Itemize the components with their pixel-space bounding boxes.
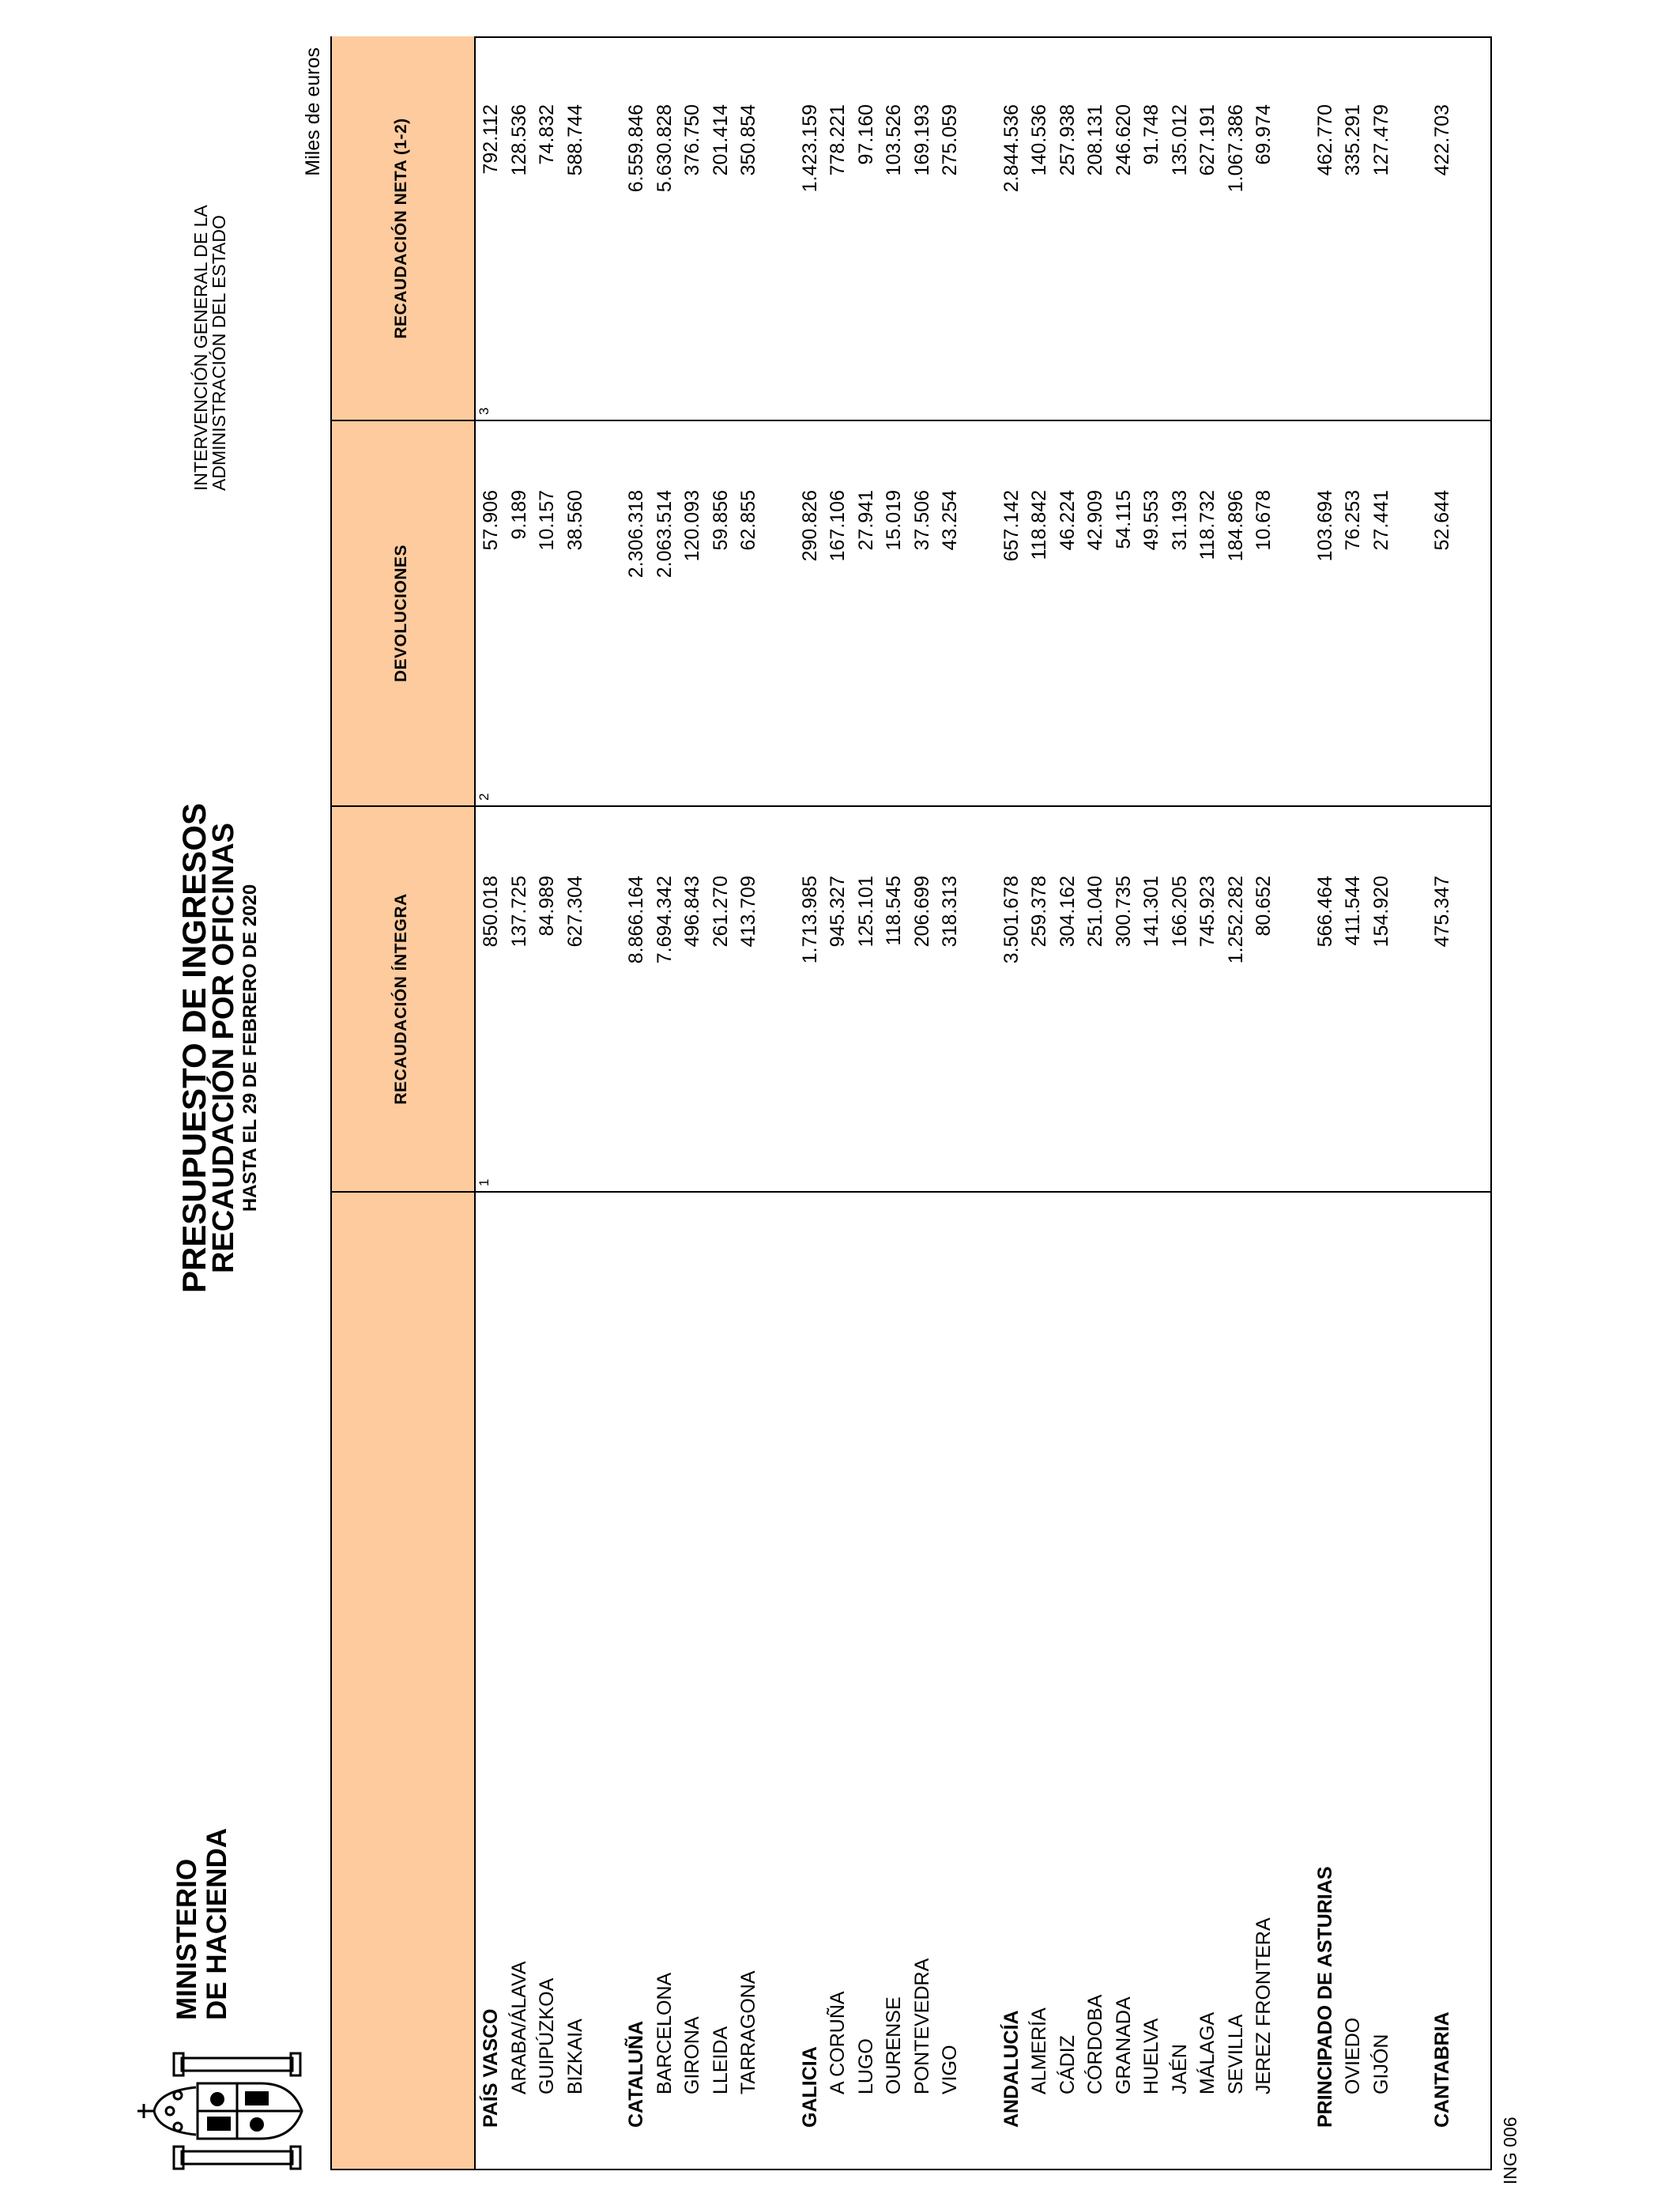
form-code: ING 006 [1500,2117,1520,2185]
table-row [1342,38,1370,2169]
row-name: LLEIDA [709,2026,732,2094]
net-value: 257.938 [1056,104,1079,176]
row-name: VIGO [939,2045,961,2094]
net-value: 91.748 [1140,104,1162,165]
net-value: 5.630.828 [653,104,676,193]
gross-value: 745.923 [1196,876,1219,948]
refunds-value: 184.896 [1224,490,1247,562]
gross-value: 300.735 [1112,876,1135,948]
row-name: MÁLAGA [1196,2011,1219,2094]
net-value: 169.193 [910,104,933,176]
row-name: PRINCIPADO DE ASTURIAS [1313,1866,1336,2128]
row-name: CATALUÑA [625,2020,647,2128]
gross-value: 251.040 [1084,876,1106,948]
net-value: 74.832 [536,104,558,165]
ministry-line-2: DE HACIENDA [202,1827,232,2020]
column-header-refunds: DEVOLUCIONES [392,544,410,683]
ministry-name [172,1828,232,2020]
revenue-table [330,36,1492,2170]
refunds-value: 49.553 [1140,490,1162,551]
net-value: 778.221 [827,104,849,176]
gross-value: 475.347 [1431,876,1453,948]
refunds-value: 9.189 [507,490,530,540]
refunds-value: 38.560 [563,490,586,551]
table-row [1196,38,1225,2169]
refunds-value: 290.826 [798,490,821,562]
gross-value: 566.464 [1313,876,1336,948]
table-row [1169,38,1197,2169]
row-name: GIJÓN [1369,2034,1392,2094]
net-value: 1.067.386 [1224,104,1247,193]
gross-value: 7.694.342 [653,876,676,964]
report-title: PRESUPUESTO DE INGRESOS [175,802,213,1294]
gross-value: 259.378 [1028,876,1050,948]
net-value: 97.160 [854,104,877,165]
table-row [536,38,564,2169]
net-value: 69.974 [1252,104,1275,165]
refunds-value: 118.732 [1196,490,1219,560]
table-row [710,38,738,2169]
refunds-value: 27.941 [854,490,877,551]
refunds-value: 46.224 [1056,490,1079,551]
gross-value: 8.866.164 [625,876,647,964]
table-body [480,38,1460,2169]
row-name: PAÍS VASCO [480,2008,502,2128]
ministry-line-1: MINISTERIO [171,1858,202,2020]
table-row [681,38,710,2169]
table-row [654,38,682,2169]
row-name: GIRONA [681,2016,703,2094]
row-name: GUIPÚZKOA [536,1977,558,2094]
refunds-value: 657.142 [1000,490,1023,562]
gross-value: 411.544 [1342,876,1364,946]
units-label: Miles de euros [302,47,324,176]
table-row [939,38,967,2169]
row-name: SEVILLA [1224,2014,1247,2094]
gross-value: 945.327 [827,876,849,948]
net-value: 208.131 [1084,104,1106,176]
row-spacer [1281,38,1314,2169]
net-value: 335.291 [1342,104,1364,176]
gross-value: 84.989 [536,876,558,937]
table-row [1225,38,1253,2169]
report-subtitle: RECAUDACIÓN POR OFICINAS [207,822,240,1274]
gross-value: 1.252.282 [1224,876,1247,964]
net-value: 201.414 [709,104,732,176]
table-row [1057,38,1085,2169]
net-value: 588.744 [563,104,586,176]
igae-line-1: INTERVENCIÓN GENERAL DE LA [190,205,211,491]
header-cell-net [332,36,476,420]
igae-line-2: ADMINISTRACIÓN DEL ESTADO [209,215,229,491]
gross-value: 80.652 [1252,876,1275,937]
net-value: 792.112 [480,104,502,175]
table-row [480,38,508,2169]
refunds-value: 10.678 [1252,490,1275,551]
refunds-value: 118.842 [1028,490,1050,560]
net-value: 128.536 [507,104,530,176]
gross-value: 413.709 [737,876,759,948]
net-value: 275.059 [939,104,961,176]
table-row [1113,38,1141,2169]
row-spacer [592,38,625,2169]
gross-value: 850.018 [480,876,502,948]
row-name: BIZKAIA [563,2019,586,2094]
gross-value: 261.270 [709,876,732,948]
refunds-value: 2.306.318 [625,490,647,579]
gross-value: 206.699 [910,876,933,948]
header-cell-refunds [332,420,476,806]
table-row [1314,38,1343,2169]
row-spacer [967,38,1000,2169]
net-value: 1.423.159 [798,104,821,193]
refunds-value: 120.093 [681,490,703,562]
row-name: LUGO [854,2038,877,2094]
row-spacer [766,38,799,2169]
refunds-value: 54.115 [1112,490,1135,549]
gross-value: 125.101 [854,876,877,948]
row-name: A CORUÑA [827,1991,849,2094]
column-number: 1 [477,1178,492,1186]
row-name: HUELVA [1140,2018,1162,2094]
row-name: GRANADA [1112,1996,1135,2094]
refunds-value: 43.254 [939,490,961,551]
table-row [625,38,654,2169]
row-name: OVIEDO [1342,2017,1364,2094]
table-row [508,38,537,2169]
net-value: 350.854 [737,104,759,176]
net-value: 246.620 [1112,104,1135,176]
row-name: JAÉN [1168,2044,1191,2094]
refunds-value: 2.063.514 [653,490,676,579]
report-date: HASTA EL 29 DE FEBRERO DE 2020 [239,884,261,1212]
column-header-gross: RECAUDACIÓN ÍNTEGRA [392,893,410,1105]
row-name: ALMERÍA [1028,2007,1050,2094]
gross-value: 3.501.678 [1000,876,1023,964]
table-row [827,38,855,2169]
gross-value: 318.313 [939,876,961,948]
gross-value: 166.205 [1168,876,1191,948]
column-number: 2 [477,793,492,801]
row-name: CANTABRIA [1431,2011,1453,2128]
table-row [1084,38,1113,2169]
refunds-value: 10.157 [536,490,558,551]
gross-value: 154.920 [1369,876,1392,948]
net-value: 422.703 [1431,104,1453,176]
refunds-value: 52.644 [1431,490,1453,551]
table-row [564,38,593,2169]
row-name: JEREZ FRONTERA [1252,1917,1275,2094]
net-value: 140.536 [1028,104,1050,176]
header-cell-gross [332,806,476,1192]
refunds-value: 27.441 [1369,490,1392,551]
gross-value: 304.162 [1056,876,1079,948]
net-value: 627.191 [1196,104,1219,176]
refunds-value: 15.019 [883,490,905,551]
refunds-value: 103.694 [1313,490,1336,562]
gross-value: 141.301 [1140,876,1162,948]
gross-value: 1.713.985 [798,876,821,964]
gross-value: 627.304 [563,876,586,948]
net-value: 376.750 [681,104,703,176]
net-value: 2.844.536 [1000,104,1023,193]
refunds-value: 76.253 [1342,490,1364,551]
refunds-value: 57.906 [480,490,502,551]
gross-value: 137.725 [507,876,530,948]
table-row [1370,38,1399,2169]
row-name: GALICIA [798,2046,821,2128]
table-row [1028,38,1057,2169]
net-value: 127.479 [1369,104,1392,176]
row-name: PONTEVEDRA [910,1958,933,2094]
igae-label [192,205,228,491]
table-row [1431,38,1460,2169]
row-spacer [1398,38,1431,2169]
gross-value: 118.545 [883,876,905,946]
column-header-net: RECAUDACIÓN NETA (1-2) [392,118,410,339]
table-row [1140,38,1169,2169]
refunds-value: 62.855 [737,490,759,551]
coat-of-arms-emblem [134,2052,318,2170]
row-name: CÁDIZ [1056,2035,1079,2094]
header-cell-office [332,1192,476,2169]
table-row [883,38,911,2169]
table-row [737,38,766,2169]
row-name: TARRAGONA [737,1970,759,2094]
refunds-value: 42.909 [1084,490,1106,551]
row-name: BARCELONA [653,1972,676,2094]
net-value: 462.770 [1313,104,1336,176]
refunds-value: 167.106 [827,490,849,562]
table-row [1000,38,1029,2169]
row-name: ARABA/ÁLAVA [507,1961,530,2094]
table-row [855,38,883,2169]
row-name: ANDALUCÍA [1000,2010,1023,2128]
gross-value: 496.843 [681,876,703,948]
net-value: 135.012 [1168,104,1191,176]
table-row [1252,38,1281,2169]
table-row [799,38,827,2169]
column-number: 3 [477,407,492,415]
refunds-value: 37.506 [910,490,933,551]
refunds-value: 59.856 [709,490,732,551]
net-value: 103.526 [883,104,905,176]
row-name: OURENSE [883,1996,905,2094]
row-name: CÓRDOBA [1084,1994,1106,2094]
table-row [911,38,940,2169]
net-value: 6.559.846 [625,104,647,193]
refunds-value: 31.193 [1168,490,1191,551]
